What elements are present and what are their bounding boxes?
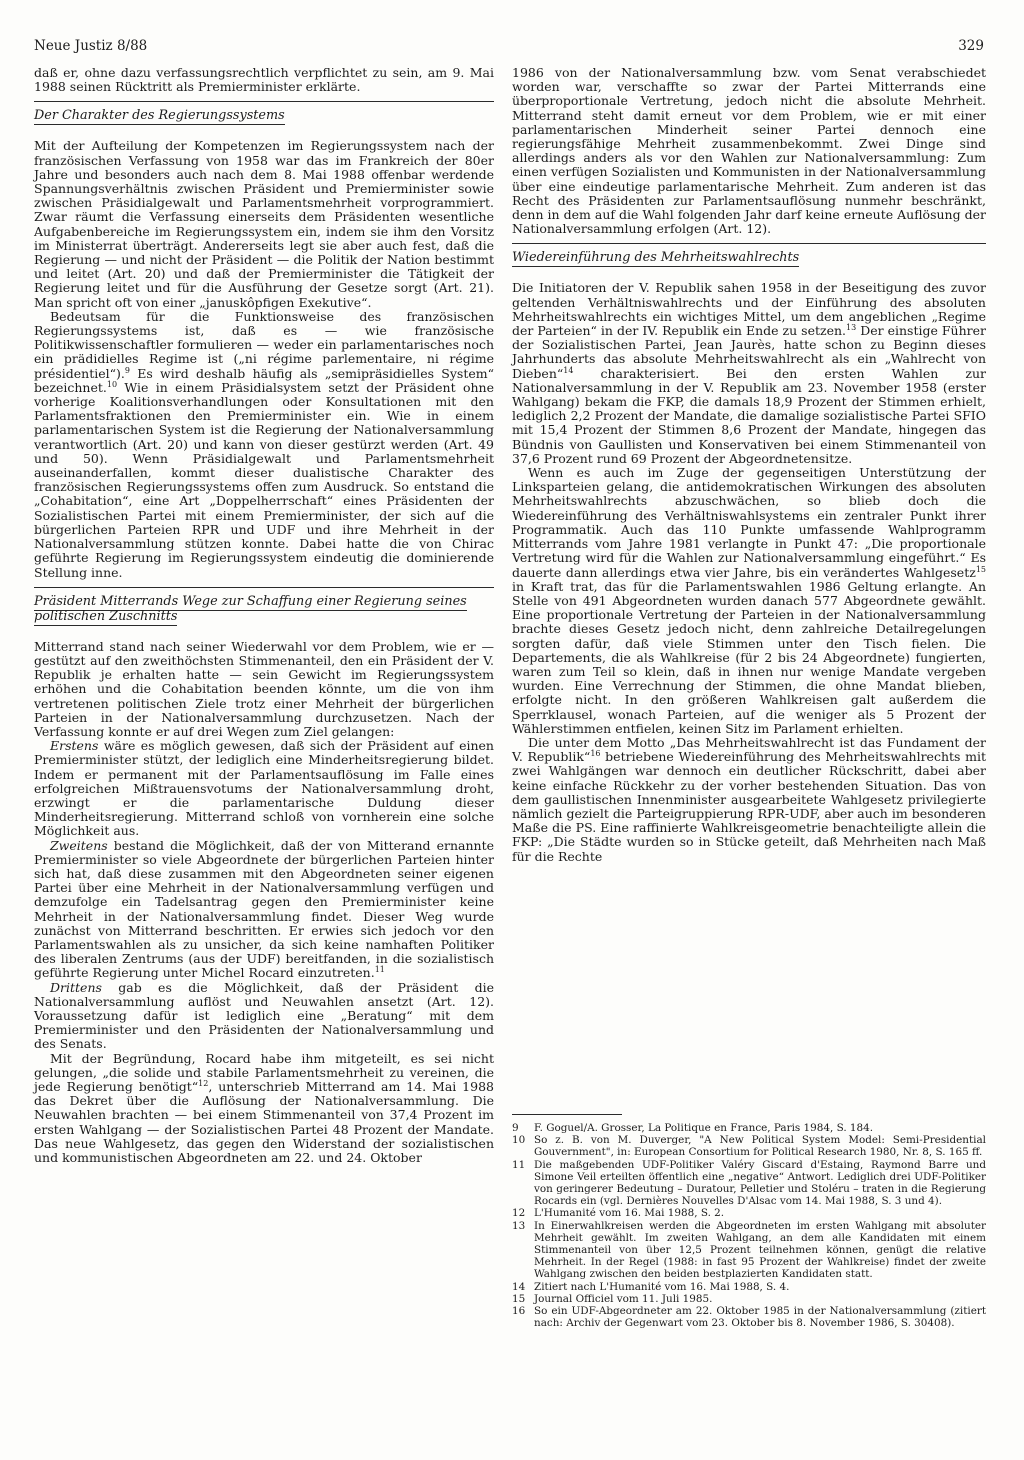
footnote-ref[interactable]: 12 — [198, 1078, 209, 1088]
section-divider — [512, 243, 986, 244]
section-heading: Wiedereinführung des Mehrheitswahlrechts — [512, 250, 800, 266]
paragraph: 1986 von der Nationalversammlung bzw. vom Senat verabschiedet worden war, verschaffte so zwar der Partei Mitterrands eine überproportionale Vertretung, jedoch nicht die absolute Mehrheit. Mitterrand steht damit erneut vor dem Problem, wie er mit einer parlamentarischen Minderheit seiner Partei dennoch eine regierungsfähige Mehrheit zusammenbekommt. Zwei Dinge sind allerdings anders als vor den Wahlen zur Nationalversammlung: Zum einen verfügen Sozialisten und Kommunisten in der Nationalversammlung über eine eindeutige parlamentarische Mehrheit. Zum anderen ist das Recht des Präsidenten zur Parlamentsauflösung nunmehr beschränkt, denn in dem auf die Wahl folgenden Jahr darf keine erneute Auflösung der Nationalversammlung erfolgen (Art. 12). — [512, 65, 986, 237]
paragraph: Erstens wäre es möglich gewesen, daß sich der Präsident auf einen Premierminister stützt, der lediglich eine Minderheitsregierung bildet. Indem er permanent mit der Parlamentsauflösung im Falle eines erfolgreichen Mißtrauensvotums der Nationalversammlung droht, erzwingt er die parlamentarische Duldung dieser Minderheitsregierung. Mitterrand schloß von vornherein eine solche Möglichkeit aus. — [34, 738, 494, 839]
footnote-divider — [512, 1114, 622, 1115]
footnote: 16 So ein UDF-Abgeordneter am 22. Oktober 1985 in der Nationalversammlung (zitiert nach: Archiv der Gegenwart vom 23. Oktober bis 8. November 1986, S. 30408). — [512, 1305, 986, 1330]
footnote: 9 F. Goguel/A. Grosser, La Politique en France, Paris 1984, S. 184. — [512, 1122, 874, 1134]
footnote: 12 L'Humanité vom 16. Mai 1988, S. 2. — [512, 1207, 725, 1220]
footnote: 13 In Einerwahlkreisen werden die Abgeordneten im ersten Wahlgang mit absoluter Mehrheit gewählt. Im zweiten Wahlgang, an dem alle Kandidaten mit einem Stimmenanteil von über 12,5 Prozent teilnehmen können, genügt die relative Mehrheit. In der Regel (1988: in fast 95 Prozent der Wahlkreise) findet der zweite Wahlgang zwischen den beiden bestplazierten Kandidaten statt. — [512, 1219, 986, 1281]
paragraph: Die unter dem Motto „Das Mehrheitswahlrecht ist das Fundament der V. Republik“$^{16}$ betriebene Wiedereinführung des Mehrheitswahlrechts mit zwei Wahlgängen war dennoch ein deutlicher Rückschritt, dabei aber keine einfache Rückkehr zu der vorher bestehenden Situation. Das von dem gaullistischen Innenminister ausgearbeitete Wahlgesetz privilegierte nämlich gezielt die Parteigruppierung RPR-UDF, aber auch im besonderen Maße die PS. Eine raffinierte Wahlkreisgeometrie benachteiligte allein die FKP: „Die Städte wurden so in Stücke geteilt, daß Mehrheiten nach Maß für die Rechte — [512, 734, 986, 864]
paragraph: Mitterrand stand nach seiner Wiederwahl vor dem Problem, wie er — gestützt auf den zweithöchsten Stimmenanteil, den ein Präsident der V. Republik je erhalten hatte — sein Gewicht im Regierungssystem erhöhen und die Cohabitation beenden könnte, um die von ihm vertretenen politischen Ziele trotz einer Mehrheit der bürgerlichen Parteien in der Nationalversammlung durchzusetzen. Nach der Verfassung konnte er auf drei Wegen zum Ziel gelangen: — [34, 638, 494, 739]
section-divider — [34, 587, 494, 588]
paragraph: Die Initiatoren der V. Republik sahen 1958 in der Beseitigung des zuvor geltenden Verhältniswahlrechts und der Einführung des absoluten Mehrheitswahlrechts ein wichtiges Mittel, um dem angeblichen „Regime der Parteien“ in der IV. Republik ein Ende zu setzen.$^{13}$ Der einstige Führer der Sozialistischen Partei, Jean Jaurès, hatte schon zu Beginn dieses Jahrhunderts das absolute Mehrheitswahlrecht als ein „Wahlrecht von Dieben“$^{14}$ charakterisiert. Bei den ersten Wahlen zur Nationalversammlung in der V. Republik am 23. November 1958 (erster Wahlgang) bekam die FKP, die damals 18,9 Prozent der Stimmen erhielt, lediglich 2,2 Prozent der Mandate, die damalige sozialistische Partei SFIO mit 15,4 Prozent der Stimmen 8,6 Prozent der Mandate, hingegen das Bündnis von Gaullisten und Konservativen bei einem Stimmenanteil von 37,6 Prozent rund 69 Prozent der Abgeordnetensitze. — [512, 280, 986, 466]
footnote: 10 So z. B. von M. Duverger, "A New Political System Model: Semi-Presidential Gouvernment", in: European Consortium for Political Research 1980, Nr. 8, S. 165 ff. — [512, 1134, 986, 1159]
right-column — [512, 66, 986, 864]
footnote-ref[interactable]: 15 — [975, 564, 986, 574]
footnote: 14 Zitiert nach L'Humanité vom 16. Mai 1988, S. 4. — [512, 1280, 790, 1293]
paragraph: Drittens gab es die Möglichkeit, daß der Präsident die Nationalversammlung auflöst und Neuwahlen ansetzt (Art. 12). Voraussetzung dafür ist lediglich eine „Beratung“ mit dem Premierminister und den Präsidenten der Nationalversammlung und des Senats. — [34, 979, 494, 1052]
page-number: 329 — [958, 38, 984, 54]
footnote-ref[interactable]: 10 — [106, 379, 118, 389]
journal-title: Neue Justiz 8/88 — [34, 38, 148, 54]
page-header — [34, 38, 984, 60]
footnote-ref[interactable]: 14 — [563, 365, 574, 375]
footnote-ref[interactable]: 9 — [124, 365, 130, 375]
paragraph: Mit der Begründung, Rocard habe ihm mitgeteilt, es sei nicht gelungen, „die solide und stabile Parlamentsmehrheit zu vereinen, die jede Regierung benötigt“$^{12}$, unterschrieb Mitterrand am 14. Mai 1988 das Dekret über die Auflösung der Nationalversammlung. Die Neuwahlen brachten — bei einem Stimmenanteil von 37,4 Prozent im ersten Wahlgang — der Sozialistischen Partei 48 Prozent der Mandate. Das neue Wahlgesetz, das gegen den Widerstand der sozialistischen und kommunistischen Abgeordneten am 22. und 24. Oktober — [34, 1050, 494, 1166]
footnote-ref[interactable]: 13 — [846, 322, 857, 332]
paragraph: Wenn es auch im Zuge der gegenseitigen Unterstützung der Linksparteien gelang, die antidemokratischen Wirkungen des absoluten Mehrheitswahlrechts abzuschwächen, so blieb doch die Wiedereinführung des Verhältniswahlsystems ein zentraler Punkt ihrer Programmatik. Auch das 110 Punkte umfassende Wahlprogramm Mitterrands vom Jahre 1981 verlangte in Punkt 47: „Die proportionale Vertretung wird für die Wahlen zur Nationalversammlung eingeführt.“ Es dauerte dann allerdings etwa vier Jahre, bis ein verändertes Wahlgesetz$^{15}$ in Kraft trat, das für die Parlamentswahlen 1986 Geltung erlangte. An Stelle von 491 Abgeordneten wurden danach 577 Abgeordnete gewählt. Eine proportionale Vertretung der Parteien in der Nationalversammlung brachte dieses Gesetz jedoch nicht, denn zahlreiche Detailregelungen sorgten dafür, daß viele Stimmen unter den Tisch fielen. Die Departements, die als Wahlkreise (für 2 bis 24 Abgeordnete) fungierten, waren zum Teil so klein, daß in ihnen nur wenige Mandate vergeben wurden. Eine Verrechnung der Stimmen, die ohne Mandat blieben, erfolgte nicht. In den größeren Wahlkreisen galt außerdem die Sperrklausel, wonach Parteien, auf die weniger als 5 Prozent der Wählerstimmen entfielen, keinen Sitz im Parlament erhielten. — [512, 465, 986, 736]
section-heading: Präsident Mitterrands Wege zur Schaffung einer Regierung seines politischen Zuschnitts — [34, 593, 467, 624]
footnote-ref[interactable]: 16 — [590, 748, 601, 758]
left-column — [34, 66, 494, 1165]
footnote: 15 Journal Officiel vom 11. Juli 1985. — [512, 1292, 713, 1305]
footnote-ref[interactable]: 11 — [374, 965, 385, 975]
footnotes — [512, 1122, 986, 1329]
paragraph: Zweitens bestand die Möglichkeit, daß der von Mitterand ernannte Premierminister so viele Abgeordnete der bürgerlichen Parteien hinter sich hat, daß diese zusammen mit den Abgeordneten seiner eigenen Partei über eine Mehrheit in der Nationalversammlung verfügen und demzufolge ein Tadelsantrag gegen den Premierminister keine Mehrheit in der Nationalversammlung findet. Dieser Weg wurde zunächst von Mitterrand beschritten. Er erwies sich jedoch vor den Parlamentswahlen als zu unsicher, da sich keine namhaften Politiker des liberalen Zentrums (aus der UDF) bereitfanden, in die sozialistisch geführte Regierung unter Michel Rocard einzutreten.$^{11}$ — [34, 837, 494, 981]
section-heading: Der Charakter des Regierungssystems — [34, 108, 285, 124]
section-divider — [34, 101, 494, 102]
paragraph: daß er, ohne dazu verfassungsrechtlich verpflichtet zu sein, am 9. Mai 1988 seinen Rücktritt als Premierminister erklärte. — [34, 65, 494, 95]
paragraph: Bedeutsam für die Funktionsweise des französischen Regierungssystems ist, daß es — wie französische Politikwissenschaftler formulieren — weder ein parlamentarisches noch ein prädidielles Regime ist („ni régime parlementaire, ni régime présidentiel“).$^9$ Es wird deshalb häufig als „semipräsidielles System“ bezeichnet.$^{10}$ Wie in einem Präsidialsystem setzt der Präsident ohne vorherige Koalitionsverhandlungen oder Konsultationen mit den Parlamentsfraktionen den Premierminister ein. Wie in einem parlamentarischen System ist die Regierung der Nationalversammlung verantwortlich (Art. 20) und kann von dieser gestürzt werden (Art. 49 und 50). Wenn Präsidialgewalt und Parlamentsmehrheit auseinanderfallen, kommt dieser dualistische Charakter des französischen Regierungssystems offen zum Ausdruck. So entstand die „Cohabitation“, eine Art „Doppelherrschaft“ eines Präsidenten der Sozialistischen Partei mit einem Premierminister, der sich auf die bürgerlichen Parteien RPR und UDF und ihre Mehrheit in der Nationalversammlung stützen konnte. Dabei hatte die von Chirac geführte Regierung im Regierungssystem eindeutig die dominierende Stellung inne. — [34, 308, 494, 580]
footnote: 11 Die maßgebenden UDF-Politiker Valéry Giscard d'Estaing, Raymond Barre und Simone Veil erteilten öffentlich eine „negative“ Antwort. Lediglich drei UDF-Politiker von geringerer Bedeutung – Duratour, Pelletier und Stoléru – traten in die Regierung Rocards ein (vgl. Dernières Nouvelles D'Alsac vom 14. Mai 1988, S. 3 und 4). — [512, 1158, 986, 1208]
paragraph: Mit der Aufteilung der Kompetenzen im Regierungssystem nach der französischen Verfassung von 1958 war das im Frankreich der 80er Jahre und besonders auch nach dem 8. Mai 1988 offenbar werdende Spannungsverhältnis zwischen Präsident und Premierminister sowie zwischen Präsidialgewalt und Parlamentsmehrheit vorprogrammiert. Zwar räumt die Verfassung einerseits dem Präsidenten wesentliche Aufgabenbereiche im Regierungssystem ein, indem sie ihm den Vorsitz im Ministerrat überträgt. Andererseits legt sie aber auch fest, daß die Regierung — und nicht der Präsident — die Politik der Nation bestimmt und leitet (Art. 20) und daß der Premierminister die Tätigkeit der Regierung leitet und für die Ausführung der Gesetze sorgt (Art. 21). Man spricht oft von einer „januskôpfigen Exekutive“. — [34, 138, 494, 310]
